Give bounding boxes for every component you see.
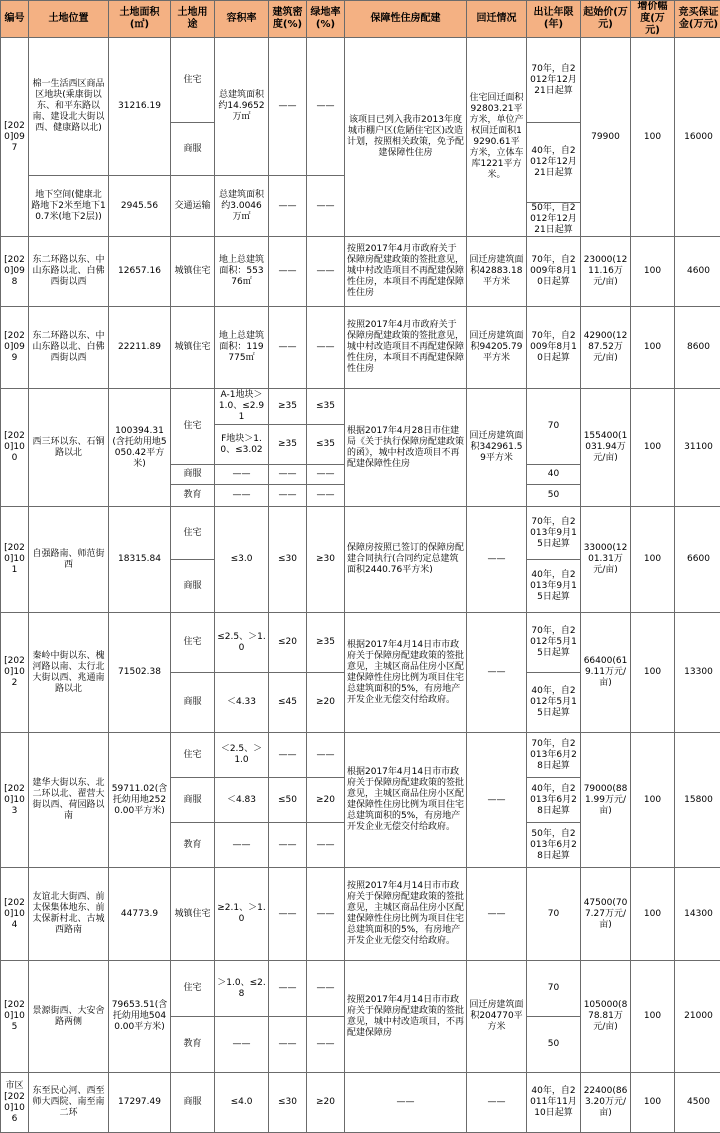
cell-use: 住宅	[171, 961, 215, 1017]
cell-relocation: 回迁房建筑面积42883.18平方米	[467, 237, 527, 307]
cell-code: [2020]098	[1, 237, 29, 307]
cell-relocation: 回迁房建筑面积204770平方米	[467, 961, 527, 1073]
cell-term: 70	[527, 868, 581, 961]
cell-density: ——	[269, 176, 307, 237]
cell-term: 50年，自2012年12月21日起算	[527, 203, 581, 237]
cell-term: 40年，自2012年12月21日起算	[527, 123, 581, 203]
cell-green: ≥35	[307, 613, 345, 673]
cell-green: ——	[307, 38, 345, 176]
cell-far: ——	[215, 823, 269, 868]
cell-far: 总建筑面积约14.9652万㎡	[215, 38, 269, 176]
table-row	[1, 507, 720, 560]
cell-far: ＜2.5、＞1.0	[215, 733, 269, 778]
cell-green: ≥20	[307, 1073, 345, 1133]
table-row	[1, 961, 720, 1017]
cell-far: ——	[215, 1017, 269, 1073]
cell-term: 40年，自2011年11月10日起算	[527, 1073, 581, 1133]
cell-location: 西三环以东、石铜路以北	[29, 389, 109, 507]
header-density: 建筑密度(%)	[269, 1, 307, 38]
cell-housing: ——	[345, 1073, 467, 1133]
cell-increment: 100	[631, 38, 675, 237]
cell-housing: 按照2017年4月14日市市政府关于保障房配建政策的签批意见，主城区商品住房小区配建保障性住房比例为项目住宅总建筑面积的5%，有房地产开发企业无偿交付给政府。	[345, 868, 467, 961]
header-green: 绿地率(%)	[307, 1, 345, 38]
header-housing: 保障性住房配建	[345, 1, 467, 38]
cell-term: 40年，自2012年5月15日起算	[527, 673, 581, 733]
cell-far: ——	[215, 465, 269, 485]
cell-code: [2020]102	[1, 613, 29, 733]
cell-location: 东二环路以东、中山东路以北、白佛西街以西	[29, 237, 109, 307]
cell-term: 70年，自2012年12月21日起算	[527, 38, 581, 123]
cell-density: ——	[269, 237, 307, 307]
cell-price: 105000(878.81万元/亩)	[581, 961, 631, 1073]
cell-far: ＜4.33	[215, 673, 269, 733]
header-term: 出让年限(年)	[527, 1, 581, 38]
cell-far: ——	[215, 485, 269, 507]
cell-price: 47500(707.27万元/亩)	[581, 868, 631, 961]
cell-green: ≥30	[307, 507, 345, 613]
header-code: 编号	[1, 1, 29, 38]
cell-deposit: 8600	[675, 307, 720, 389]
cell-use: 商服	[171, 123, 215, 176]
cell-green: ≤35	[307, 425, 345, 465]
cell-code: [2020]101	[1, 507, 29, 613]
cell-use: 商服	[171, 673, 215, 733]
cell-density: ——	[269, 465, 307, 485]
cell-density: ——	[269, 868, 307, 961]
cell-location: 棉一生活西区商品区地块(乘康街以东、和平东路以南、建设北大街以西、健康路以北)	[29, 38, 109, 176]
cell-price: 22400(863.20万元/亩)	[581, 1073, 631, 1133]
cell-relocation: ——	[467, 733, 527, 868]
cell-increment: 100	[631, 868, 675, 961]
cell-deposit: 16000	[675, 38, 720, 237]
cell-area: 71502.38	[109, 613, 171, 733]
cell-relocation: ——	[467, 613, 527, 733]
cell-term: 70年，自2009年8月10日起算	[527, 307, 581, 389]
cell-code: [2020]103	[1, 733, 29, 868]
cell-relocation: 回迁房建筑面积342961.59平方米	[467, 389, 527, 507]
cell-housing: 该项目已列入我市2013年度城市棚户区(危陋住宅区)改造计划，按照相关政策，免予配建保障性住房	[345, 38, 467, 237]
cell-code: [2020]099	[1, 307, 29, 389]
cell-density: ——	[269, 1017, 307, 1073]
cell-location: 秦岭中街以东、槐河路以南、太行北大街以西、兆通南路以北	[29, 613, 109, 733]
cell-deposit: 13300	[675, 613, 720, 733]
table-row	[1, 389, 720, 425]
cell-relocation: ——	[467, 868, 527, 961]
cell-green: ≥20	[307, 778, 345, 823]
cell-density: ——	[269, 38, 307, 176]
cell-green: ——	[307, 465, 345, 485]
cell-code: [2020]105	[1, 961, 29, 1073]
cell-far: 总建筑面积约3.0046万㎡	[215, 176, 269, 237]
cell-density: ≥35	[269, 389, 307, 425]
cell-housing: 根据2017年4月14日市市政府关于保障房配建政策的签批意见，主城区商品住房小区配建保障性住房比例为项目住宅总建筑面积的5%，有房地产开发企业无偿交付给政府。	[345, 733, 467, 868]
cell-location: 友谊北大街西、前太保集体地东、前太保新村北、古城西路南	[29, 868, 109, 961]
cell-green: ——	[307, 823, 345, 868]
cell-use: 住宅	[171, 733, 215, 778]
header-deposit: 竞买保证金(万元)	[675, 1, 720, 38]
cell-term: 50	[527, 1017, 581, 1073]
cell-term: 70	[527, 961, 581, 1017]
cell-area: 44773.9	[109, 868, 171, 961]
table-row	[1, 1073, 720, 1133]
cell-deposit: 14300	[675, 868, 720, 961]
cell-green: ——	[307, 1017, 345, 1073]
table-row	[1, 307, 720, 389]
cell-term: 40	[527, 465, 581, 485]
cell-far: ＞1.0、≤2.8	[215, 961, 269, 1017]
cell-far: 地上总建筑面积：119775㎡	[215, 307, 269, 389]
cell-term: 40年，自2013年6月28日起算	[527, 778, 581, 823]
cell-density: ——	[269, 733, 307, 778]
cell-increment: 100	[631, 507, 675, 613]
cell-term: 70年，自2013年6月28日起算	[527, 733, 581, 778]
cell-area: 59711.02(含托幼用地2520.00平方米)	[109, 733, 171, 868]
cell-use: 住宅	[171, 507, 215, 560]
cell-use: 教育	[171, 485, 215, 507]
cell-use: 城镇住宅	[171, 237, 215, 307]
header-location: 土地位置	[29, 1, 109, 38]
header-price: 起始价(万元)	[581, 1, 631, 38]
cell-relocation: ——	[467, 1073, 527, 1133]
cell-density: ≤30	[269, 1073, 307, 1133]
cell-price: 155400(1031.94万元/亩)	[581, 389, 631, 507]
table-row	[1, 733, 720, 778]
cell-density: ——	[269, 961, 307, 1017]
cell-use: 住宅	[171, 38, 215, 123]
cell-density: ≤30	[269, 507, 307, 613]
cell-use: 交通运输	[171, 176, 215, 237]
cell-use: 城镇住宅	[171, 868, 215, 961]
table-row	[1, 237, 720, 307]
header-area: 土地面积(㎡)	[109, 1, 171, 38]
cell-location: 东二环路以东、中山东路以北、白佛西街以西	[29, 307, 109, 389]
cell-use: 住宅	[171, 389, 215, 465]
cell-far: A-1地块＞1.0、≤2.91	[215, 389, 269, 425]
cell-increment: 100	[631, 733, 675, 868]
cell-area: 12657.16	[109, 237, 171, 307]
cell-increment: 100	[631, 961, 675, 1073]
cell-far: ≤3.0	[215, 507, 269, 613]
cell-density: ≤45	[269, 673, 307, 733]
cell-area: 18315.84	[109, 507, 171, 613]
cell-term: 70年，自2009年8月10日起算	[527, 237, 581, 307]
header-far: 容积率	[215, 1, 269, 38]
cell-housing: 保障房按照已签订的保障房配建合同执行(合同约定总建筑面积2440.76平方米)	[345, 507, 467, 613]
table-row	[1, 38, 720, 91]
cell-green: ——	[307, 176, 345, 237]
cell-relocation: ——	[467, 507, 527, 613]
cell-housing: 根据2017年4月28日市住建局《关于执行保障房配建政策的函》，城中村改造项目不再配建保障性住房	[345, 389, 467, 507]
cell-term: 50	[527, 485, 581, 507]
cell-area: 100394.31(含托幼用地5050.42平方米)	[109, 389, 171, 507]
cell-price: 66400(619.11万元/亩)	[581, 613, 631, 733]
cell-far: ≤4.0	[215, 1073, 269, 1133]
cell-green: ≤35	[307, 389, 345, 425]
cell-housing: 根据2017年4月14日市市政府关于保障房配建政策的签批意见，主城区商品住房小区配建保障性住房比例为项目住宅总建筑面积的5%，有房地产开发企业无偿交付给政府。	[345, 613, 467, 733]
cell-deposit: 15800	[675, 733, 720, 868]
cell-green: ——	[307, 733, 345, 778]
cell-housing: 按照2017年4月市政府关于保障房配建政策的签批意见，城中村改造项目不再配建保障性住房，本项目不再配建保障性住房	[345, 307, 467, 389]
cell-term: 50年，自2013年6月28日起算	[527, 823, 581, 868]
cell-green: ——	[307, 961, 345, 1017]
cell-increment: 100	[631, 613, 675, 733]
cell-term: 70年，自2012年5月15日起算	[527, 613, 581, 673]
cell-code: [2020]100	[1, 389, 29, 507]
cell-deposit: 4600	[675, 237, 720, 307]
cell-use: 商服	[171, 1073, 215, 1133]
cell-far: ≥2.1、＞1.0	[215, 868, 269, 961]
header-increment: 增价幅度(万元)	[631, 1, 675, 38]
cell-increment: 100	[631, 1073, 675, 1133]
cell-area: 22211.89	[109, 307, 171, 389]
cell-location: 地下空间(健康北路地下2米至地下10.7米(地下2层))	[29, 176, 109, 237]
cell-use: 教育	[171, 1017, 215, 1073]
cell-use: 教育	[171, 823, 215, 868]
cell-use: 住宅	[171, 613, 215, 673]
cell-use: 城镇住宅	[171, 307, 215, 389]
header-relocation: 回迁情况	[467, 1, 527, 38]
cell-use: 商服	[171, 560, 215, 613]
cell-deposit: 6600	[675, 507, 720, 613]
cell-price: 79900	[581, 38, 631, 237]
cell-green: ——	[307, 868, 345, 961]
cell-far: F地块＞1.0、≤3.02	[215, 425, 269, 465]
cell-relocation: 回迁房建筑面积94205.79平方米	[467, 307, 527, 389]
cell-density: ≥35	[269, 425, 307, 465]
cell-code: 市区[2020]106	[1, 1073, 29, 1133]
cell-increment: 100	[631, 307, 675, 389]
cell-price: 42900(1287.52万元/亩)	[581, 307, 631, 389]
cell-code: [2020]104	[1, 868, 29, 961]
cell-use: 商服	[171, 465, 215, 485]
cell-far: ＜4.83	[215, 778, 269, 823]
cell-density: ——	[269, 485, 307, 507]
cell-green: ——	[307, 307, 345, 389]
cell-housing: 按照2017年4月14日市市政府关于保障房配建政策的签批意见，城中村改造项目，不再配建保障房	[345, 961, 467, 1073]
cell-increment: 100	[631, 237, 675, 307]
cell-far: ≤2.5、＞1.0	[215, 613, 269, 673]
cell-area: 2945.56	[109, 176, 171, 237]
cell-use: 商服	[171, 778, 215, 823]
cell-green: ——	[307, 237, 345, 307]
cell-far: 地上总建筑面积：55376㎡	[215, 237, 269, 307]
cell-density: ——	[269, 823, 307, 868]
cell-price: 23000(1211.16万元/亩)	[581, 237, 631, 307]
cell-price: 79000(881.99万元/亩)	[581, 733, 631, 868]
header-row	[1, 1, 720, 38]
cell-term: 70	[527, 389, 581, 465]
cell-location: 建华大街以东、北二环以北、翟营大街以西、荷园路以南	[29, 733, 109, 868]
cell-increment: 100	[631, 389, 675, 507]
cell-code: [2020]097	[1, 38, 29, 237]
cell-area: 17297.49	[109, 1073, 171, 1133]
cell-relocation: 住宅回迁面积92803.21平方米，单位产权回迁面积19290.61平方米，立体车库1221平方米。	[467, 38, 527, 237]
header-use: 土地用途	[171, 1, 215, 38]
cell-green: ——	[307, 485, 345, 507]
cell-area: 79653.51(含托幼用地5040.00平方米)	[109, 961, 171, 1073]
cell-area: 31216.19	[109, 38, 171, 176]
cell-density: ——	[269, 307, 307, 389]
cell-housing: 按照2017年4月市政府关于保障房配建政策的签批意见，城中村改造项目不再配建保障性住房，本项目不再配建保障性住房	[345, 237, 467, 307]
cell-deposit: 31100	[675, 389, 720, 507]
cell-density: ≤20	[269, 613, 307, 673]
cell-term: 70年，自2013年9月15日起算	[527, 507, 581, 560]
cell-location: 景源街西、大安舍路两侧	[29, 961, 109, 1073]
table-row	[1, 613, 720, 673]
cell-deposit: 4500	[675, 1073, 720, 1133]
cell-price: 33000(1201.31万元/亩)	[581, 507, 631, 613]
cell-deposit: 21000	[675, 961, 720, 1073]
cell-location: 自强路南、师范街西	[29, 507, 109, 613]
cell-green: ≥20	[307, 673, 345, 733]
cell-term: 40年，自2013年9月15日起算	[527, 560, 581, 613]
cell-density: ≤50	[269, 778, 307, 823]
cell-location: 东至民心河、西至师大西院、南至南二环	[29, 1073, 109, 1133]
table-row	[1, 868, 720, 961]
